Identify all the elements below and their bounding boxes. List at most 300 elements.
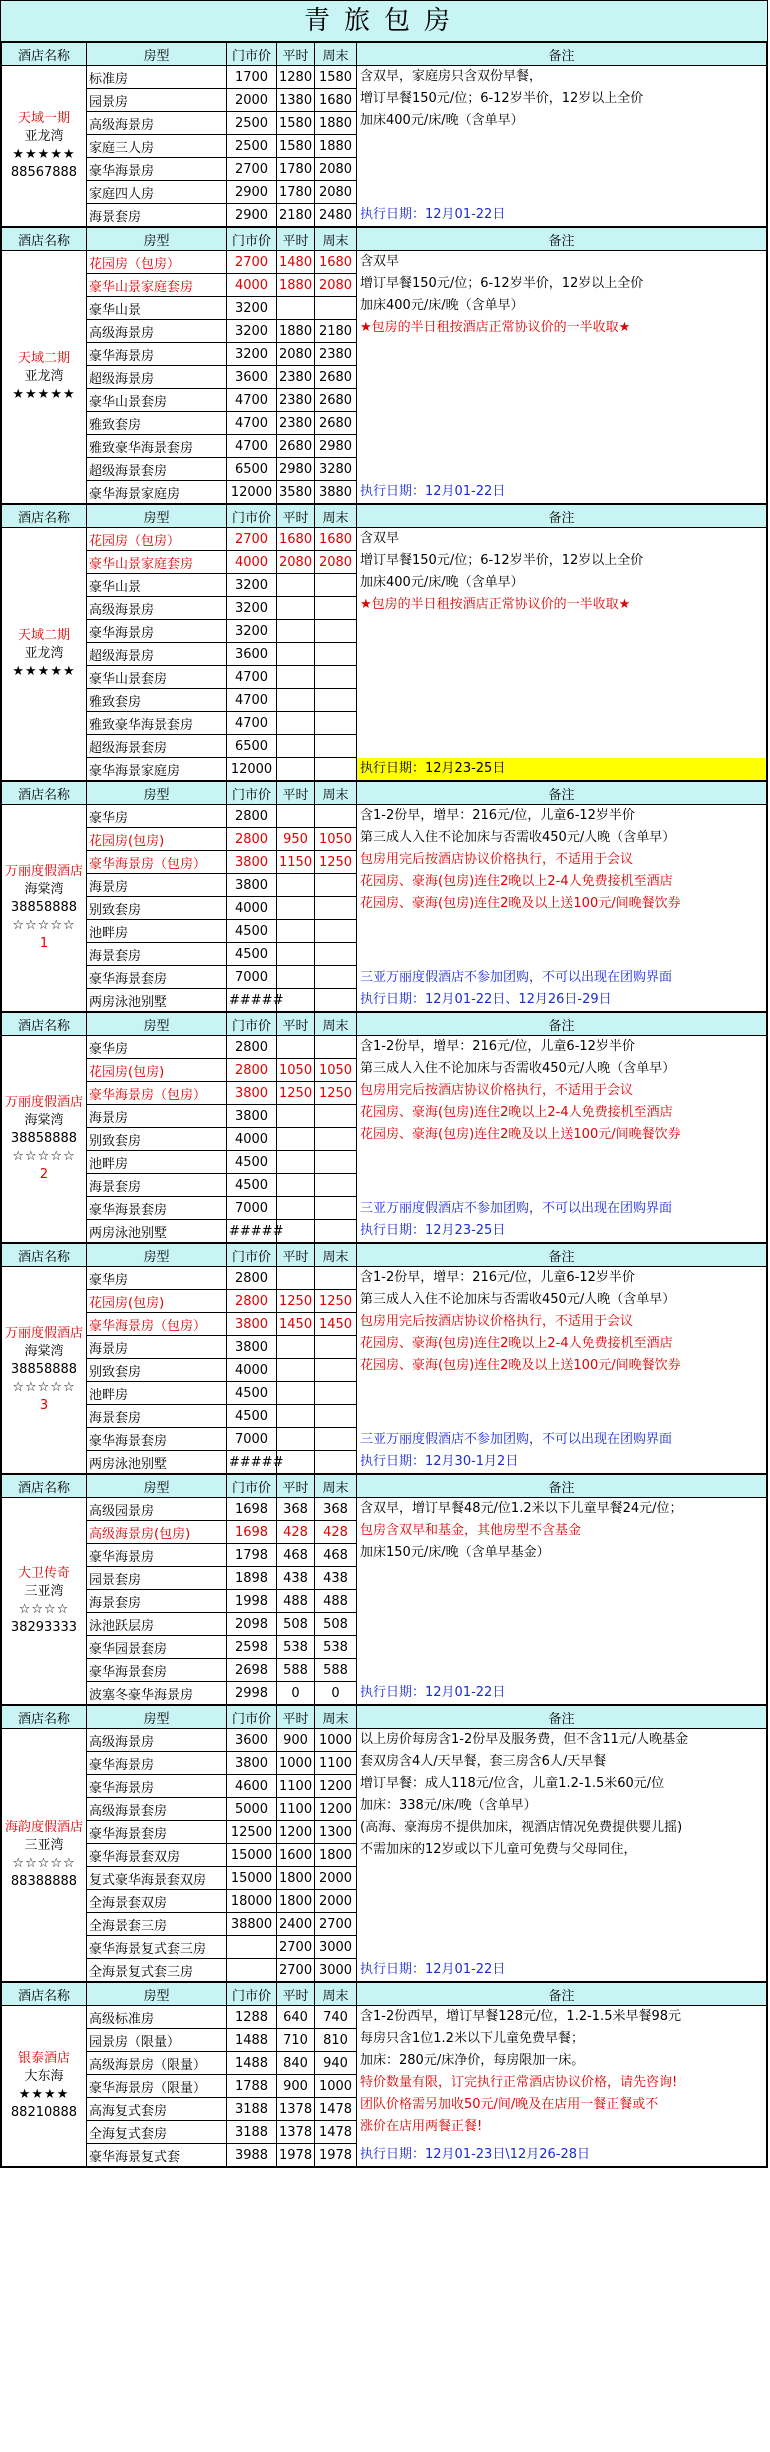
weekday-price-cell: 1100 [277,1775,315,1798]
weekend-price-cell: 2680 [315,412,357,435]
weekend-price-cell [315,712,357,735]
weekday-price-cell: 1800 [277,1867,315,1890]
hotel-info-line: 海棠湾 [24,1113,64,1128]
col-weekend-header: 周末 [315,1013,357,1036]
room-type-cell: 花园房(包房) [87,1290,227,1313]
col-hotel-header: 酒店名称 [2,43,87,66]
note-line: 含1-2份早，增早：216元/位，儿童6-12岁半价 [360,808,635,823]
hotel-section [1,1705,767,1982]
room-type-cell: 豪华山景家庭套房 [87,551,227,574]
door-price-cell: 3600 [227,366,277,389]
weekend-price-cell: 2080 [315,158,357,181]
note-line: 加床：338元/床/晚（含单早） [360,1798,537,1813]
room-type-cell: 高海复式套房 [87,2098,227,2121]
notes-content [357,251,766,503]
note-line: 含1-2份早，增早：216元/位，儿童6-12岁半价 [360,1270,635,1285]
weekend-price-cell: 810 [315,2029,357,2052]
weekend-price-cell [315,1105,357,1128]
weekday-price-cell: 1580 [277,112,315,135]
door-price-cell: 3800 [227,874,277,897]
weekday-price-cell: 588 [277,1659,315,1682]
door-price-cell: 2000 [227,89,277,112]
hotel-info-line: 大东海 [24,2069,64,2084]
room-type-cell: 高级海景房 [87,112,227,135]
weekday-price-cell [277,966,315,989]
execution-date: 执行日期：12月01-22日 [360,1962,506,1977]
hotel-name-cell [2,251,87,504]
room-type-cell: 花园房（包房） [87,251,227,274]
weekend-price-cell: 438 [315,1567,357,1590]
door-price-cell: 2800 [227,805,277,828]
weekday-price-cell [277,1128,315,1151]
col-hotel-header: 酒店名称 [2,1983,87,2006]
weekend-price-cell [315,1336,357,1359]
col-weekend-header: 周末 [315,505,357,528]
door-price-cell: 7000 [227,1197,277,1220]
note-line: 含1-2份早，增早：216元/位，儿童6-12岁半价 [360,1039,635,1054]
table-row [2,66,767,89]
header-row [2,228,767,251]
door-price-cell: 3200 [227,297,277,320]
door-price-cell: 3188 [227,2121,277,2144]
weekend-price-cell: 1000 [315,1729,357,1752]
door-price-cell: 15000 [227,1844,277,1867]
weekday-price-cell: 2380 [277,412,315,435]
col-door-price-header: 门市价 [227,1475,277,1498]
notes-spacer [357,1861,766,1959]
weekday-price-cell: 1000 [277,1752,315,1775]
door-price-cell: 2900 [227,204,277,227]
star-rating: ★★★★★ [12,387,76,402]
weekday-price-cell: 368 [277,1498,315,1521]
note-line: 含双早 [360,254,400,269]
table-row [2,251,767,274]
col-door-price-header: 门市价 [227,505,277,528]
door-price-cell: 3800 [227,1313,277,1336]
hotel-info-line: 天域二期 [17,351,70,366]
door-price-cell: 4000 [227,551,277,574]
hotel-info-line: 3 [39,1398,49,1413]
weekday-price-cell: 1380 [277,89,315,112]
execution-date: 执行日期：12月23-25日 [360,1223,506,1238]
weekday-price-cell [277,920,315,943]
col-hotel-header: 酒店名称 [2,1475,87,1498]
note-line: 加床400元/床/晚（含单早） [360,113,524,128]
weekday-price-cell [277,297,315,320]
room-type-cell: 超级海景房 [87,643,227,666]
weekend-price-cell: 1050 [315,1059,357,1082]
note-line: 含1-2份西早，增订早餐128元/位，1.2-1.5米早餐98元 [360,2009,682,2024]
door-price-cell: 4700 [227,689,277,712]
weekend-price-cell: 1200 [315,1775,357,1798]
hotel-info-line: 三亚湾 [24,1584,64,1599]
weekend-price-cell: 740 [315,2006,357,2029]
weekday-price-cell: 0 [277,1682,315,1705]
notes-cell [357,251,767,504]
room-type-cell: 池畔房 [87,1151,227,1174]
note-line: 包房用完后按酒店协议价格执行，不适用于会议 [360,1083,634,1098]
col-room-header: 房型 [87,43,227,66]
door-price-cell: 2998 [227,1682,277,1705]
weekend-price-cell: 1680 [315,251,357,274]
hotel-sections [1,42,767,2167]
weekday-price-cell: 2700 [277,1936,315,1959]
header-row [2,1983,767,2006]
star-rating: ☆☆☆☆☆ [12,1380,76,1395]
notes-cell [357,66,767,227]
door-price-cell: 3200 [227,574,277,597]
weekend-price-cell: 1050 [315,828,357,851]
door-price-cell: 3188 [227,2098,277,2121]
weekday-price-cell: 1200 [277,1821,315,1844]
weekday-price-cell: 2380 [277,366,315,389]
group-buy-note: 三亚万丽度假酒店不参加团购，不可以出现在团购界面 [360,1432,673,1447]
note-line: 含双早，增订早餐48元/位1.2米以下儿童早餐24元/位； [360,1501,683,1516]
door-price-cell: ##### [227,989,277,1012]
room-type-cell: 家庭三人房 [87,135,227,158]
col-notes-header: 备注 [357,1983,767,2006]
hotel-info-line: 天域一期 [17,111,70,126]
door-price-cell: 4700 [227,412,277,435]
hotel-info-line: 万丽度假酒店 [4,1095,83,1110]
note-line: 加床150元/床/晚（含单早基金） [360,1545,550,1560]
weekend-price-cell [315,1197,357,1220]
execution-date: 执行日期：12月01-22日 [360,1685,506,1700]
weekend-price-cell [315,897,357,920]
notes-content [357,1729,766,1981]
room-type-cell: 豪华房 [87,1267,227,1290]
weekend-price-cell: 1250 [315,851,357,874]
note-line: 不需加床的12岁或以下儿童可免费与父母同住， [360,1842,637,1857]
door-price-cell: 12000 [227,481,277,504]
col-door-price-header: 门市价 [227,228,277,251]
weekend-price-cell: 508 [315,1613,357,1636]
hotel-info-line: 万丽度假酒店 [4,1326,83,1341]
weekday-price-cell: 1800 [277,1890,315,1913]
page-title: 青旅包房 [1,1,767,42]
hotel-name-cell [2,1729,87,1982]
col-hotel-header: 酒店名称 [2,1706,87,1729]
notes-spacer [357,915,766,967]
door-price-cell: 4700 [227,666,277,689]
star-rating: ★★★★ [18,2087,70,2102]
weekday-price-cell: 428 [277,1521,315,1544]
door-price-cell: 4700 [227,435,277,458]
col-weekday-header: 平时 [277,1013,315,1036]
hotel-name-cell [2,1498,87,1705]
execution-date: 执行日期：12月30-1月2日 [360,1454,519,1469]
room-type-cell: 高级海景房 [87,320,227,343]
door-price-cell: 3800 [227,1105,277,1128]
weekday-price-cell: 1280 [277,66,315,89]
note-line: 增订早餐150元/位；6-12岁半价，12岁以上全价 [360,91,644,106]
col-room-header: 房型 [87,228,227,251]
weekend-price-cell: 2480 [315,204,357,227]
col-notes-header: 备注 [357,505,767,528]
col-notes-header: 备注 [357,1013,767,1036]
room-type-cell: 池畔房 [87,1382,227,1405]
weekend-price-cell [315,1174,357,1197]
notes-cell [357,1729,767,1982]
door-price-cell: 2800 [227,1290,277,1313]
weekend-price-cell [315,1267,357,1290]
hotel-info-line: 海韵度假酒店 [4,1820,83,1835]
weekday-price-cell: 508 [277,1613,315,1636]
hotel-section [1,1012,767,1243]
weekday-price-cell [277,897,315,920]
door-price-cell: 6500 [227,458,277,481]
weekend-price-cell [315,597,357,620]
weekend-price-cell: 1978 [315,2144,357,2167]
weekend-price-cell: 1000 [315,2075,357,2098]
hotel-name-cell [2,1267,87,1474]
weekday-price-cell [277,620,315,643]
weekend-price-cell [315,620,357,643]
weekend-price-cell: 3880 [315,481,357,504]
weekday-price-cell: 900 [277,2075,315,2098]
weekend-price-cell: 1680 [315,528,357,551]
weekend-price-cell: 468 [315,1544,357,1567]
weekend-price-cell [315,989,357,1012]
weekday-price-cell [277,1405,315,1428]
weekend-price-cell [315,1428,357,1451]
weekend-price-cell: 2680 [315,366,357,389]
weekend-price-cell [315,643,357,666]
room-type-cell: 海景套房 [87,1174,227,1197]
room-type-cell: 豪华山景 [87,574,227,597]
room-type-cell: 雅致套房 [87,412,227,435]
hotel-section [1,1982,767,2167]
door-price-cell: 3800 [227,851,277,874]
door-price-cell: 3800 [227,1082,277,1105]
room-type-cell: 豪华海景家庭房 [87,758,227,781]
col-room-header: 房型 [87,782,227,805]
weekday-price-cell [277,735,315,758]
weekday-price-cell: 2680 [277,435,315,458]
note-line: 含双早，家庭房只含双份早餐， [360,69,543,84]
col-hotel-header: 酒店名称 [2,1244,87,1267]
weekday-price-cell [277,1105,315,1128]
weekend-price-cell [315,758,357,781]
door-price-cell: 3800 [227,1752,277,1775]
notes-spacer [357,1146,766,1198]
door-price-cell: 4000 [227,1359,277,1382]
door-price-cell: 4500 [227,1382,277,1405]
door-price-cell: 7000 [227,966,277,989]
room-type-cell: 泳池跃层房 [87,1613,227,1636]
room-type-cell: 豪华海景房 [87,620,227,643]
hotel-info-line: 三亚湾 [24,1838,64,1853]
weekday-price-cell: 488 [277,1590,315,1613]
room-type-cell: 高级标准房 [87,2006,227,2029]
weekday-price-cell [277,1174,315,1197]
door-price-cell: 4500 [227,1151,277,1174]
room-type-cell: 高级海景房(包房) [87,1521,227,1544]
room-type-cell: 豪华山景家庭套房 [87,274,227,297]
hotel-info-line: 38858888 [10,1362,78,1377]
weekday-price-cell [277,1359,315,1382]
hotel-name-cell [2,66,87,227]
door-price-cell: 18000 [227,1890,277,1913]
note-line: 每房只含1位1.2米以下儿童免费早餐； [360,2031,584,2046]
col-room-header: 房型 [87,1475,227,1498]
door-price-cell: 3200 [227,343,277,366]
col-weekend-header: 周末 [315,1244,357,1267]
weekend-price-cell: 1478 [315,2098,357,2121]
weekday-price-cell: 1250 [277,1082,315,1105]
room-type-cell: 豪华海景房（包房） [87,1082,227,1105]
room-type-cell: 豪华海景复式套 [87,2144,227,2167]
door-price-cell: 4500 [227,1174,277,1197]
weekday-price-cell [277,1267,315,1290]
room-type-cell: 豪华海景套房 [87,1821,227,1844]
room-type-cell: 标准房 [87,66,227,89]
weekend-price-cell [315,1405,357,1428]
header-row [2,782,767,805]
weekday-price-cell: 2380 [277,389,315,412]
hotel-info-line: 38293333 [10,1620,78,1635]
hotel-info-line: 大卫传奇 [17,1566,70,1581]
door-price-cell: 4000 [227,1128,277,1151]
door-price-cell: ##### [227,1220,277,1243]
room-type-cell: 高级园景房 [87,1498,227,1521]
room-type-cell: 全海景复式套三房 [87,1959,227,1982]
weekday-price-cell: 640 [277,2006,315,2029]
room-type-cell: 豪华房 [87,1036,227,1059]
weekday-price-cell: 1480 [277,251,315,274]
note-line: 涨价在店用两餐正餐! [360,2119,483,2134]
execution-date: 执行日期：12月23-25日 [357,758,766,780]
door-price-cell: 12500 [227,1821,277,1844]
room-type-cell: 豪华海景房（包房） [87,851,227,874]
table-row [2,2006,767,2029]
weekend-price-cell: 428 [315,1521,357,1544]
weekend-price-cell: 1800 [315,1844,357,1867]
door-price-cell: 2098 [227,1613,277,1636]
door-price-cell: 1698 [227,1521,277,1544]
weekday-price-cell: 1600 [277,1844,315,1867]
room-type-cell: 豪华山景套房 [87,389,227,412]
col-door-price-header: 门市价 [227,1706,277,1729]
hotel-info-line: 1 [39,936,49,951]
star-rating: ☆☆☆☆ [18,1602,70,1617]
weekday-price-cell [277,643,315,666]
weekday-price-cell: 1880 [277,320,315,343]
weekday-price-cell: 2080 [277,551,315,574]
weekday-price-cell [277,689,315,712]
room-type-cell: 豪华海景房 [87,1544,227,1567]
room-type-cell: 高级海景套房 [87,1798,227,1821]
weekend-price-cell: 1200 [315,1798,357,1821]
weekday-price-cell [277,1336,315,1359]
room-type-cell: 园景套房 [87,1567,227,1590]
weekend-price-cell: 2080 [315,274,357,297]
col-weekday-header: 平时 [277,43,315,66]
hotel-info-line: 亚龙湾 [24,369,64,384]
weekend-price-cell: 2080 [315,551,357,574]
header-row [2,1013,767,1036]
star-rating: ☆☆☆☆☆ [12,1856,76,1871]
room-type-cell: 海景房 [87,1336,227,1359]
note-line: 加床：280元/床净价，每房限加一床。 [360,2053,585,2068]
room-type-cell: 豪华海景房 [87,1775,227,1798]
weekday-price-cell [277,758,315,781]
weekend-price-cell [315,920,357,943]
weekend-price-cell [315,943,357,966]
col-weekend-header: 周末 [315,1475,357,1498]
door-price-cell: 2700 [227,158,277,181]
col-notes-header: 备注 [357,43,767,66]
note-line: 第三成人入住不论加床与否需收450元/人晚（含单早） [360,1061,676,1076]
weekend-price-cell [315,874,357,897]
weekend-price-cell [315,297,357,320]
weekday-price-cell: 538 [277,1636,315,1659]
room-type-cell: 海景房 [87,874,227,897]
notes-cell [357,528,767,781]
room-type-cell: 花园房(包房) [87,828,227,851]
col-weekend-header: 周末 [315,43,357,66]
col-weekend-header: 周末 [315,1983,357,2006]
col-weekend-header: 周末 [315,1706,357,1729]
room-type-cell: 豪华海景房 [87,343,227,366]
col-room-header: 房型 [87,1244,227,1267]
hotel-info-line: 海棠湾 [24,882,64,897]
hotel-info-line: 天域二期 [17,628,70,643]
room-type-cell: 高级海景房 [87,597,227,620]
weekday-price-cell: 1250 [277,1290,315,1313]
weekday-price-cell [277,805,315,828]
weekend-price-cell: 1250 [315,1290,357,1313]
weekend-price-cell: 2980 [315,435,357,458]
notes-content [357,1267,766,1473]
room-type-cell: 豪华海景套房 [87,1428,227,1451]
notes-cell [357,805,767,1012]
room-type-cell: 花园房(包房) [87,1059,227,1082]
hotel-section [1,1243,767,1474]
room-type-cell: 池畔房 [87,920,227,943]
room-type-cell: 豪华海景房 [87,1752,227,1775]
weekday-price-cell: 2400 [277,1913,315,1936]
hotel-section [1,1474,767,1705]
door-price-cell: 12000 [227,758,277,781]
notes-cell [357,2006,767,2167]
weekday-price-cell [277,597,315,620]
door-price-cell: 2500 [227,135,277,158]
room-type-cell: 两房泳池别墅 [87,989,227,1012]
weekend-price-cell [315,805,357,828]
door-price-cell: 2900 [227,181,277,204]
room-type-cell: 豪华海景房（包房） [87,1313,227,1336]
weekend-price-cell: 368 [315,1498,357,1521]
weekday-price-cell: 710 [277,2029,315,2052]
weekday-price-cell [277,1428,315,1451]
door-price-cell: 15000 [227,1867,277,1890]
weekend-price-cell: 1450 [315,1313,357,1336]
room-type-cell: 豪华海景套房 [87,1197,227,1220]
notes-cell [357,1036,767,1243]
group-buy-note: 三亚万丽度假酒店不参加团购，不可以出现在团购界面 [360,1201,673,1216]
weekday-price-cell: 900 [277,1729,315,1752]
weekday-price-cell [277,712,315,735]
hotel-name-cell [2,528,87,781]
weekend-price-cell: 2000 [315,1890,357,1913]
door-price-cell: 2698 [227,1659,277,1682]
hotel-name-cell [2,1036,87,1243]
weekend-price-cell: 3000 [315,1936,357,1959]
door-price-cell: 4500 [227,920,277,943]
door-price-cell: 3200 [227,620,277,643]
execution-date: 执行日期：12月01-22日、12月26日-29日 [360,992,612,1007]
